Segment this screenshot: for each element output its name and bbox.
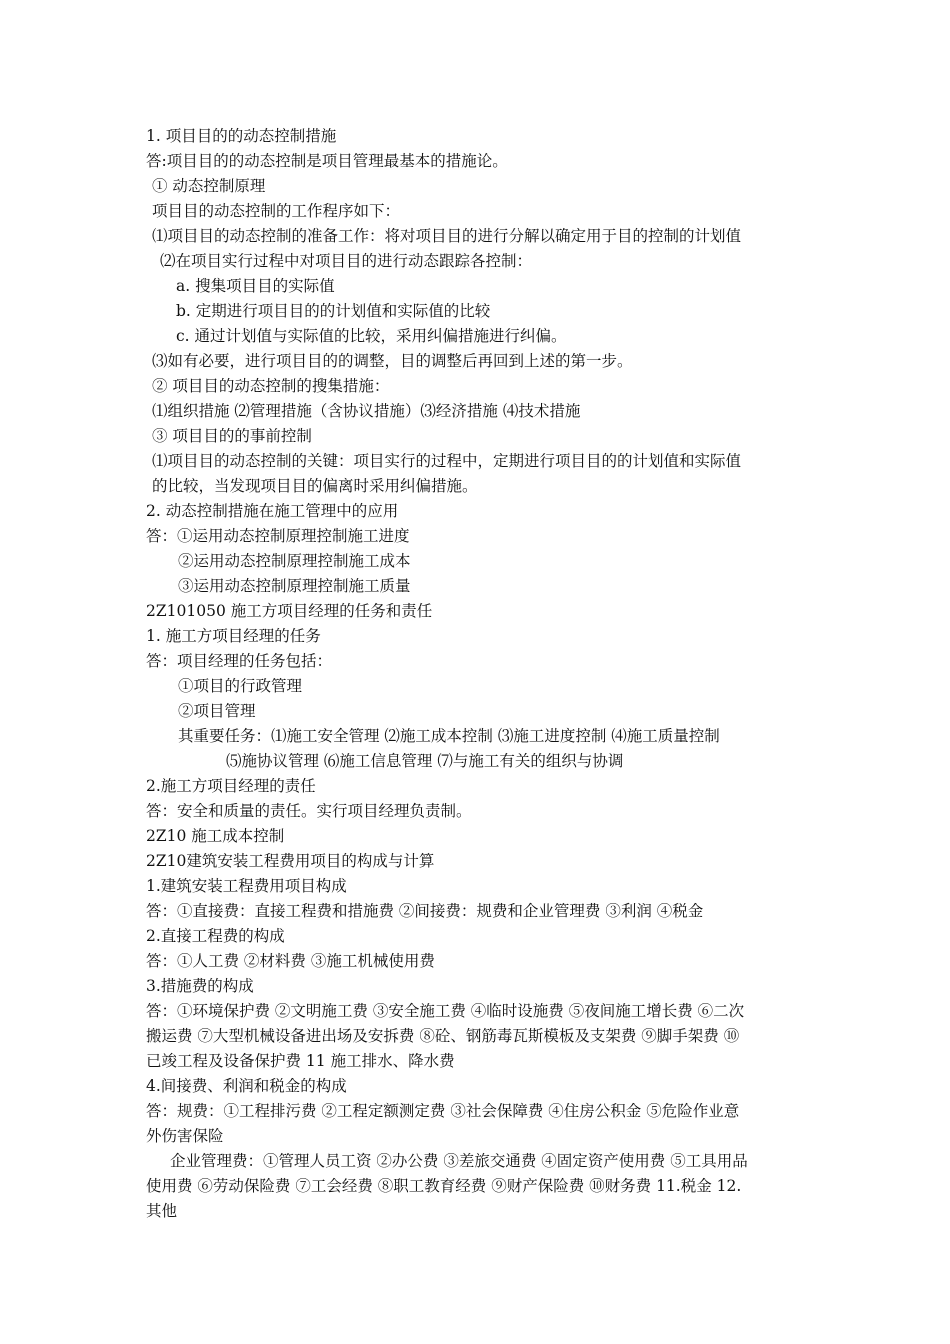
text-line: 的比较，当发现项目目的偏离时采用纠偏措施。 [152,477,478,495]
text-line: ②运用动态控制原理控制施工成本 [178,552,411,570]
text-line: 2. 动态控制措施在施工管理中的应用 [146,502,399,520]
text-line: ⑴项目目的动态控制的关键：项目实行的过程中，定期进行项目目的的计划值和实际值 [152,452,742,470]
text-line: ⑶如有必要，进行项目目的的调整，目的调整后再回到上述的第一步。 [152,352,633,370]
text-line: 答：①人工费 ②材料费 ③施工机械使用费 [146,952,435,970]
text-line: 2Z10建筑安装工程费用项目的构成与计算 [146,852,435,870]
text-line: 其重要任务：⑴施工安全管理 ⑵施工成本控制 ⑶施工进度控制 ⑷施工质量控制 [178,727,720,745]
text-line: ① 动态控制原理 [152,177,266,195]
text-line: 已竣工程及设备保护费 11 施工排水、降水费 [146,1052,455,1070]
text-line: 答：安全和质量的责任。实行项目经理负责制。 [146,802,472,820]
text-line: 使用费 ⑥劳动保险费 ⑦工会经费 ⑧职工教育经费 ⑨财产保险费 ⑩财务费 11.税金 12. [146,1177,742,1195]
text-line: ② 项目目的动态控制的搜集措施： [152,377,390,395]
text-line: 2Z101050 施工方项目经理的任务和责任 [146,602,433,620]
text-line: ③ 项目目的的事前控制 [152,427,312,445]
text-line: 项目目的动态控制的工作程序如下： [152,202,401,220]
text-line: 答：①直接费：直接工程费和措施费 ②间接费：规费和企业管理费 ③利润 ④税金 [146,902,704,920]
text-line: a. 搜集项目目的实际值 [176,277,335,295]
text-line: ①项目的行政管理 [178,677,303,695]
text-line: 3.措施费的构成 [146,977,254,995]
text-line: 4.间接费、利润和税金的构成 [146,1077,347,1095]
text-line: 其他 [146,1202,178,1220]
text-line: 2.直接工程费的构成 [146,927,285,945]
text-line: ⑵在项目实行过程中对项目目的进行动态跟踪各控制： [160,252,533,270]
text-line: c. 通过计划值与实际值的比较，采用纠偏措施进行纠偏。 [176,327,567,345]
text-line: 搬运费 ⑦大型机械设备进出场及安拆费 ⑧砼、钢筋毒瓦斯模板及支架费 ⑨脚手架费 ⑩ [146,1027,740,1045]
text-line: 2Z10 施工成本控制 [146,827,285,845]
text-line: ⑴项目目的动态控制的准备工作：将对项目目的进行分解以确定用于目的控制的计划值 [152,227,742,245]
text-line: 答：①环境保护费 ②文明施工费 ③安全施工费 ④临时设施费 ⑤夜间施工增长费 ⑥二次 [146,1002,745,1020]
text-line: ⑸施协议管理 ⑹施工信息管理 ⑺与施工有关的组织与协调 [226,752,624,770]
text-line: 答：项目经理的任务包括： [146,652,333,670]
text-line: 答：规费：①工程排污费 ②工程定额测定费 ③社会保障费 ④住房公积金 ⑤危险作业意 [146,1102,740,1120]
text-line: 1. 项目目的的动态控制措施 [146,127,337,145]
text-line: 答：①运用动态控制原理控制施工进度 [146,527,410,545]
text-line: b. 定期进行项目目的的计划值和实际值的比较 [176,302,491,320]
text-line: 答:项目目的的动态控制是项目管理最基本的措施论。 [146,152,508,170]
text-line: ②项目管理 [178,702,256,720]
text-line: ③运用动态控制原理控制施工质量 [178,577,411,595]
text-line: 1. 施工方项目经理的任务 [146,627,321,645]
text-line: 2.施工方项目经理的责任 [146,777,316,795]
text-line: 外伤害保险 [146,1127,224,1145]
text-line: 企业管理费：①管理人员工资 ②办公费 ③差旅交通费 ④固定资产使用费 ⑤工具用品 [170,1152,748,1170]
text-line: ⑴组织措施 ⑵管理措施（含协议措施）⑶经济措施 ⑷技术措施 [152,402,581,420]
text-line: 1.建筑安装工程费用项目构成 [146,877,347,895]
